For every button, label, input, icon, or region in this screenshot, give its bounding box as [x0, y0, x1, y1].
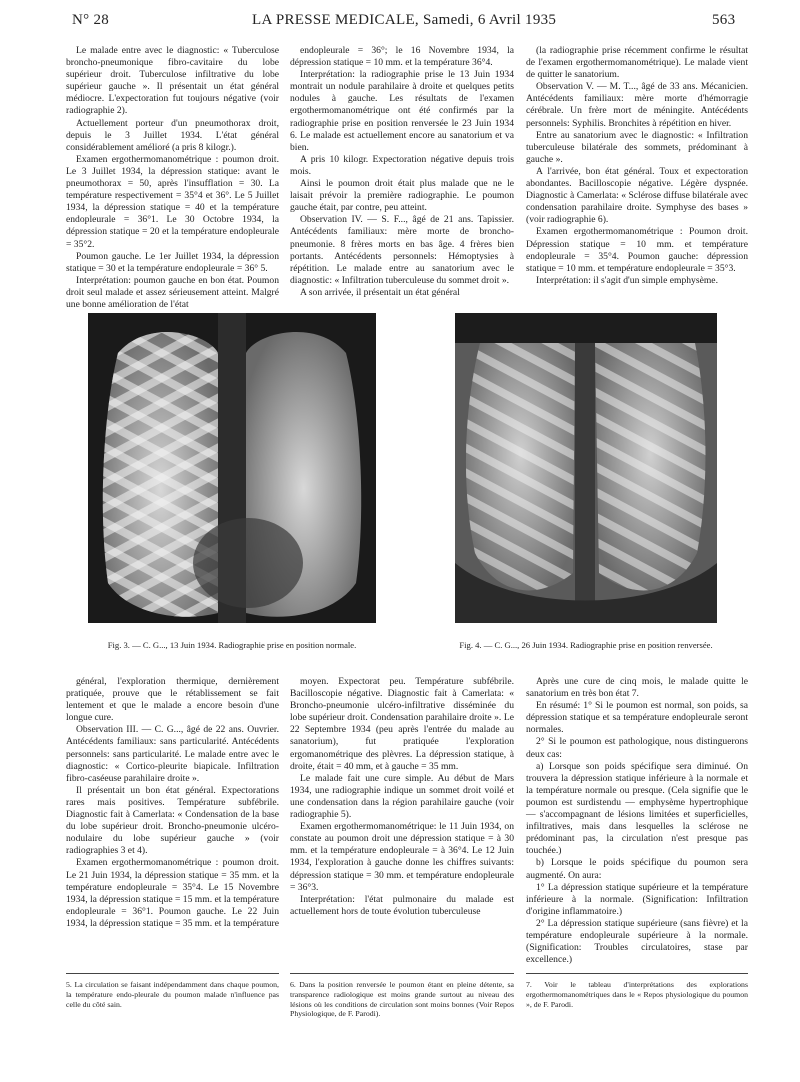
paragraph: Le malade entre avec le diagnostic: « Tuberculose broncho-pneumonique fibro-cavitaire du lobe supérieur droit. Tuberculose infiltrative du lobe supérieur gauche ». Il présentait un état général médiocre. L'expectoration fut toujours négative (voir radiographie 2).: [66, 45, 279, 117]
paragraph: Interprétation: il s'agit d'un simple emphysème.: [536, 274, 718, 286]
top-column-1: [66, 45, 279, 310]
radiograph-figure-3: [88, 313, 376, 623]
figure-3-caption: Fig. 3. — C. G..., 13 Juin 1934. Radiographie prise en position normale.: [107, 640, 357, 650]
footnote-6: 6. Dans la position renversée le poumon étant en pleine détente, sa transparence radiologique est moins grande surtout au niveau des lésions où les conditions de circulation sont moins bonnes (Voir Repos Physiologique, de F. Parodi).: [290, 973, 514, 1019]
footnote-5: 5. La circulation se faisant indépendamment dans chaque poumon, la température endo-pleurale du poumon malade n'influence pas celle du côté sain.: [66, 973, 279, 1009]
paragraph: b) Lorsque le poids spécifique du poumon sera augmenté. On aura:: [526, 857, 748, 881]
top-column-2: [290, 45, 514, 300]
paragraph: Interprétation: la radiographie prise le 13 Juin 1934 montrait un nodule parahilaire à droite et quelques petits nodules à gauche. Les résultats de l'examen ergothermomanométrique ont été confirmés par la radiographie prise en position renversée le 23 Juin 1934 6. Le malade est actuellement encore au sanatorium et va bien.: [290, 69, 514, 153]
paragraph: A son arrivée, il présentait un état général: [300, 286, 460, 298]
radiograph-figure-4: [455, 313, 717, 623]
page-header: [0, 12, 800, 34]
figure-4-caption: Fig. 4. — C. G..., 26 Juin 1934. Radiographie prise en position renversée.: [459, 640, 713, 650]
paragraph: Actuellement porteur d'un pneumothorax droit, depuis le 3 Juillet 1934. L'état général considérablement amélioré (a pris 8 kilogr.).: [66, 117, 279, 153]
paragraph: 1° La dépression statique supérieure et la température inférieure à la normale. (Signification: Infiltration d'origine inflammatoire.): [526, 881, 748, 917]
paragraph: Examen ergothermomanométrique : poumon droit. Le 21 Juin 1934, la dépression statique = 35 mm. et la température endopleurale = 35°4. Le 15 Novembre 1934, la dépression statique = 15 mm. et la température endopleurale = 36°1. Poumon gauche. Le 22 Juin 1934, la dépression statique = 35 mm. et la température: [66, 857, 279, 929]
journal-title: LA PRESSE MEDICALE, Samedi, 6 Avril 1935: [252, 12, 557, 28]
paragraph: A l'arrivée, bon état général. Toux et expectoration abondantes. Bacilloscopie négative. Légère dyspnée. Diagnostic à Camerlata: « Sclérose diffuse bilatérale avec condensation parahilaire droite. Symphyse des bases » (voir radiographie 6).: [526, 165, 748, 226]
page-number: 563: [712, 12, 736, 28]
paragraph: Examen ergothermomanométrique : Poumon droit. Dépression statique = 10 mm. et température endopleurale = 35°4. Poumon gauche: dépression statique = 10 mm. et température endopleurale = 35°3.: [526, 226, 748, 274]
top-column-3: [526, 45, 748, 300]
paragraph: A pris 10 kilogr. Expectoration négative depuis trois mois.: [290, 153, 514, 177]
paragraph: Il présentait un bon état général. Expectorations rares mais positives. Température subfébrile. Diagnostic fait à Camerlata: « Condensation de la base du lobe supérieur droit. Broncho-pneumonie ulcéro-nodulaire du lobe supérieur gauche » (voir radiographies 3 et 4).: [66, 784, 279, 857]
paragraph: a) Lorsque son poids spécifique sera diminué. On trouvera la dépression statique inférieure à la normale et la température normale ou presque. (Cela signifie que le poumon est surdistendu — emphysème hypertrophique — s'accompagnant de lésions limitées et superficielles, infiltratives, mais dans lesquelles la sclérose ne prédominant pas, la circulation n'est presque pas touchée.): [526, 760, 748, 857]
paragraph: Après une cure de cinq mois, le malade quitte le sanatorium en très bon état 7.: [526, 676, 748, 700]
paragraph: 2° La dépression statique supérieure (sans fièvre) et la température endopleurale supérieure à la normale. (Signification: Troubles circulatoires, stase par excellence.): [526, 917, 748, 966]
paragraph: 2° Si le poumon est pathologique, nous distinguerons deux cas:: [526, 736, 748, 760]
paragraph: endopleurale = 36°; le 16 Novembre 1934, la dépression statique = 10 mm. et la température 36°4.: [290, 45, 514, 69]
paragraph: En résumé: 1° Si le poumon est normal, son poids, sa dépression statique et sa température endopleurale seront normales.: [526, 700, 748, 736]
paragraph: Observation IV. — S. F..., âgé de 21 ans. Tapissier. Antécédents familiaux: mère morte de broncho-pneumonie. 8 frères morts en bas âge. 4 frères bien portants. Antécédents personnels: Hémoptysies à répétition. Le malade entre au sanatorium avec le diagnostic: « Infiltration tuberculeuse du sommet droit ».: [290, 214, 514, 286]
paragraph: Observation V. — M. T..., âgé de 33 ans. Mécanicien. Antécédents familiaux: mère morte d'hémorragie cérébrale. Un frère mort de méningite. Antécédents personnels: Syphilis. Bronchites à répétition en hiver.: [526, 81, 748, 129]
issue-number: N° 28: [72, 12, 110, 28]
paragraph: Entre au sanatorium avec le diagnostic: « Infiltration tuberculeuse bilatérale des sommets, prédominant à gauche ».: [526, 129, 748, 165]
paragraph: Examen ergothermomanométrique : poumon droit. Le 3 Juillet 1934, la dépression statique: avant le pneumothorax = 50, après l'insufflation = 30. La température respectivement = 35°4 et 36°. Le 5 Juillet 1934, la dépression statique = 40 et la température endopleurale = 36°1. Le 30 Octobre 1934, la dépression statique = 20 et la température endopleurale = 35°2.: [66, 153, 279, 250]
paragraph: Interprétation: l'état pulmonaire du malade est actuellement hors de toute évolution tuberculeuse: [290, 893, 514, 917]
paragraph: général, l'exploration thermique, dernièrement pratiquée, prouve que le rétablissement se fait lentement et que le malade a encore besoin d'une longue cure.: [66, 676, 279, 724]
bottom-column-1: [66, 676, 279, 966]
paragraph: (la radiographie prise récemment confirme le résultat de l'examen ergothermomanométrique). Le malade vient de quitter le sanatorium.: [526, 45, 748, 81]
paragraph: moyen. Expectorat peu. Température subfébrile. Bacilloscopie négative. Diagnostic fait à Camerlata: « Broncho-pneumonie ulcéro-infiltrative disséminée du lobe supérieur droit. Condensation parahilaire droite ». Le 22 Septembre 1934 (peu après l'entrée du malade au sanatorium), fut pratiquée l'exploration ergomanométrique des plèvres. La dépression statique, à droite, était = 40 mm, et à gauche = 35 mm.: [290, 676, 514, 772]
paragraph: Ainsi le poumon droit était plus malade que ne le laisait prévoir la première radiographie. Le poumon gauche était, par contre, peu atteint.: [290, 178, 514, 214]
paragraph: Le malade fait une cure simple. Au début de Mars 1934, une radiographie indique un sommet droit voilé et une condensation dans la région parahilaire gauche (voir radiographie 5).: [290, 772, 514, 821]
bottom-column-3: [526, 676, 748, 966]
bottom-column-2: [290, 676, 514, 966]
footnote-7: 7. Voir le tableau d'interprétations des explorations ergothermomanométriques dans le « Repos physiologique du poumon », de F. Parodi.: [526, 973, 748, 1009]
paragraph: Poumon gauche. Le 1er Juillet 1934, la dépression statique = 30 et la température endopleurale = 36° 5.: [66, 250, 279, 274]
paragraph: Interprétation: poumon gauche en bon état. Poumon droit seul malade et assez sérieusement atteint. Malgré une bonne amélioration de l'état: [66, 274, 279, 310]
paragraph: Observation III. — C. G..., âgé de 22 ans. Ouvrier. Antécédents familiaux: sans particularité. Antécédents personnels: sans particularité. Le malade entre avec le diagnostic: « Cortico-pleurite biapicale. Infiltration fibro-caséeuse parahilaire droite ».: [66, 724, 279, 784]
paragraph: Examen ergothermomanométrique: le 11 Juin 1934, on constate au poumon droit une dépression statique = à 30 mm. et la température endopleurale = à 36°4. Le 12 Juin 1934, l'exploration à gauche donne les chiffres suivants: dépression statique = 30 mm. et température endopleurale = 36°3.: [290, 821, 514, 893]
